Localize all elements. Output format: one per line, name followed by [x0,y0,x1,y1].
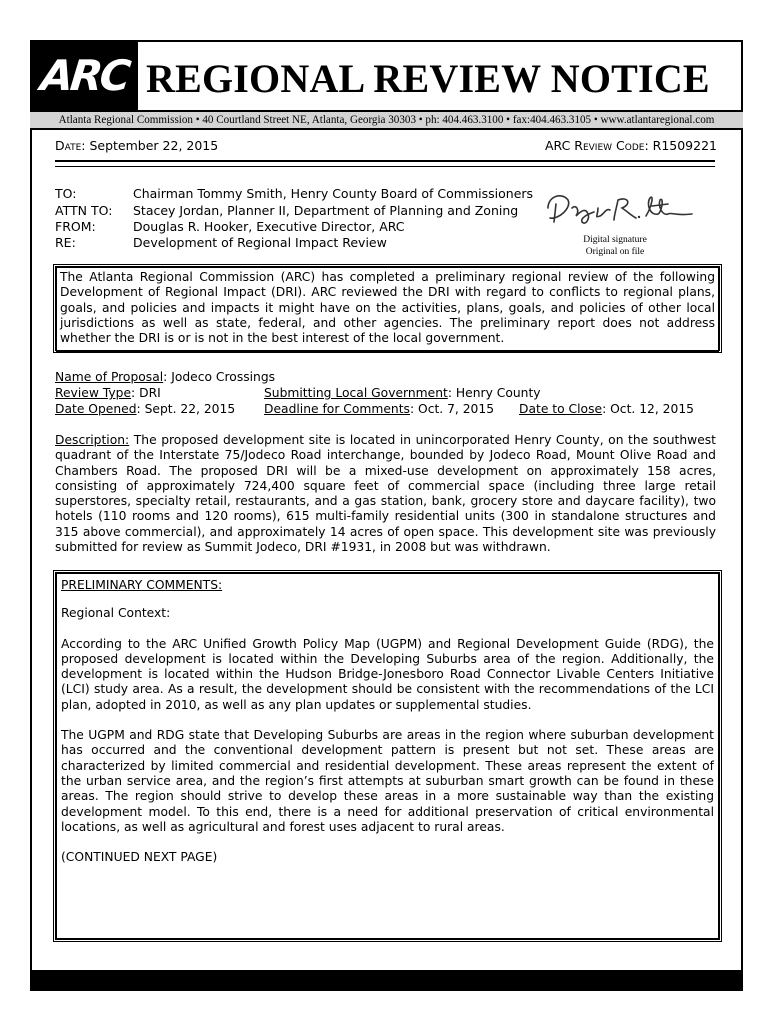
date-to-close-value: Oct. 12, 2015 [610,402,694,416]
arc-logo [30,40,138,110]
proposal-name-label: Name of Proposal [55,370,164,384]
signature-caption-2: Original on file [585,247,645,257]
address-bar: Atlanta Regional Commission • 40 Courtland Street NE, Atlanta, Georgia 30303 • ph: 404.463.3100 • fax:404.463.3105 • www.atlantaregional.com [30,110,743,130]
intro-box [53,264,722,353]
comments-paragraph-2: The UGPM and RDG state that Developing Suburbs are areas in the region where suburban development has occurred and the conventional development pattern is present but not set. These areas are characterized by limited commercial and residential development. These areas represent the extent of the urban service area, and the region’s first attempts at suburban smart growth can be found in these areas. The region should strive to develop these areas in a more sustainable way than the existing development model. To this end, there is a need for additional preservation of critical environmental locations, as well as agricultural and forest uses adjacent to rural areas. [61,728,714,834]
memo-attn [55,203,518,218]
to-value: Chairman Tommy Smith, Henry County Board of Commissioners [133,186,534,201]
date-opened-row: Date Opened: Sept. 22, 2015 [55,402,236,416]
submitting-government-value: Henry County [455,386,541,400]
review-code-value: R1509221 [652,138,717,153]
re-label: RE: [55,235,76,250]
deadline-row: Deadline for Comments: Oct. 7, 2015 [264,402,495,416]
date-to-close-row: Date to Close: Oct. 12, 2015 [519,402,694,416]
memo-to [55,186,533,201]
date-to-close-label: Date to Close [519,402,603,416]
memo-from [55,219,405,234]
signature-caption-1: Digital signature [583,235,647,245]
continued-note: (CONTINUED NEXT PAGE) [61,850,218,865]
document-title: REGIONAL REVIEW NOTICE [146,56,710,101]
comments-box [53,570,722,942]
header-divider [55,160,715,162]
header-divider-thin [55,166,715,167]
date-opened-value: Sept. 22, 2015 [144,402,236,416]
proposal-name-value: Jodeco Crossings [171,370,276,384]
re-value: Development of Regional Impact Review [133,235,387,250]
attn-label: ATTN TO: [55,203,113,218]
intro-text: The Atlanta Regional Commission (ARC) has completed a preliminary regional review of the following Development of Regional Impact (DRI). ARC reviewed the DRI with regard to conflicts to regional plans, goals, and policies and impacts it might have on the activities, plans, goals, and policies of other local jurisdictions as well as state, federal, and other agencies. The preliminary report does not address whether the DRI is or is not in the best interest of the local government. [60,270,715,346]
from-value: Douglas R. Hooker, Executive Director, ARC [133,219,405,234]
review-code-label: ARC Review Code [544,138,645,153]
logo-text: ARC [38,50,130,100]
proposal-name-row: Name of Proposal: Jodeco Crossings [55,370,276,384]
date-opened-label: Date Opened [55,402,137,416]
comments-subheading: Regional Context: [61,606,171,621]
attn-value: Stacey Jordan, Planner II, Department of Planning and Zoning [133,203,519,218]
deadline-value: Oct. 7, 2015 [418,402,495,416]
date-label: Date [55,138,82,153]
submitting-government-label: Submitting Local Government [264,386,448,400]
review-code-line: ARC Review Code: R1509221 [544,138,717,153]
review-type-label: Review Type [55,386,132,400]
signature-image [542,186,700,232]
description-text: The proposed development site is located in unincorporated Henry County, on the southwest quadrant of the Interstate 75/Jodeco Road interchange, bounded by Jodeco Road, Mount Olive Road and Chambers Road. The proposed DRI will be a mixed-use development on approximately 158 acres, consisting of approximately 724,400 square feet of commercial space (including three large retail superstores, specialty retail, restaurants, and a gas station, bank, grocery store and daycare facility), two hotels (110 rooms and 120 rooms), 615 multi-family residential units (300 in standalone structures and 315 above commercial), and approximately 14 acres of open space. This development site was previously submitted for review as Summit Jodeco, DRI #1931, in 2008 but was withdrawn. [55,433,716,555]
submitting-government-row: Submitting Local Government: Henry County [264,386,541,400]
memo-re [55,235,387,250]
review-type-value: DRI [139,386,161,400]
bottom-bar [30,970,743,991]
description [55,433,716,555]
date-line: Date: September 22, 2015 [55,138,219,153]
comments-paragraph-1: According to the ARC Unified Growth Policy Map (UGPM) and Regional Development Guide (RDG), the proposed development is located within the Developing Suburbs area of the region. Additionally, the development is located within the Hudson Bridge-Jonesboro Road Connector Livable Centers Initiative (LCI) study area. As a result, the development should be consistent with the recommendations of the LCI plan, adopted in 2010, as well as any plan updates or supplemental studies. [61,636,714,712]
comments-heading: PRELIMINARY COMMENTS: [61,578,223,592]
description-label: Description: [55,433,130,447]
date-value: September 22, 2015 [89,138,219,153]
from-label: FROM: [55,219,96,234]
review-type-row: Review Type: DRI [55,386,161,400]
deadline-label: Deadline for Comments [264,402,410,416]
to-label: TO: [55,186,77,201]
